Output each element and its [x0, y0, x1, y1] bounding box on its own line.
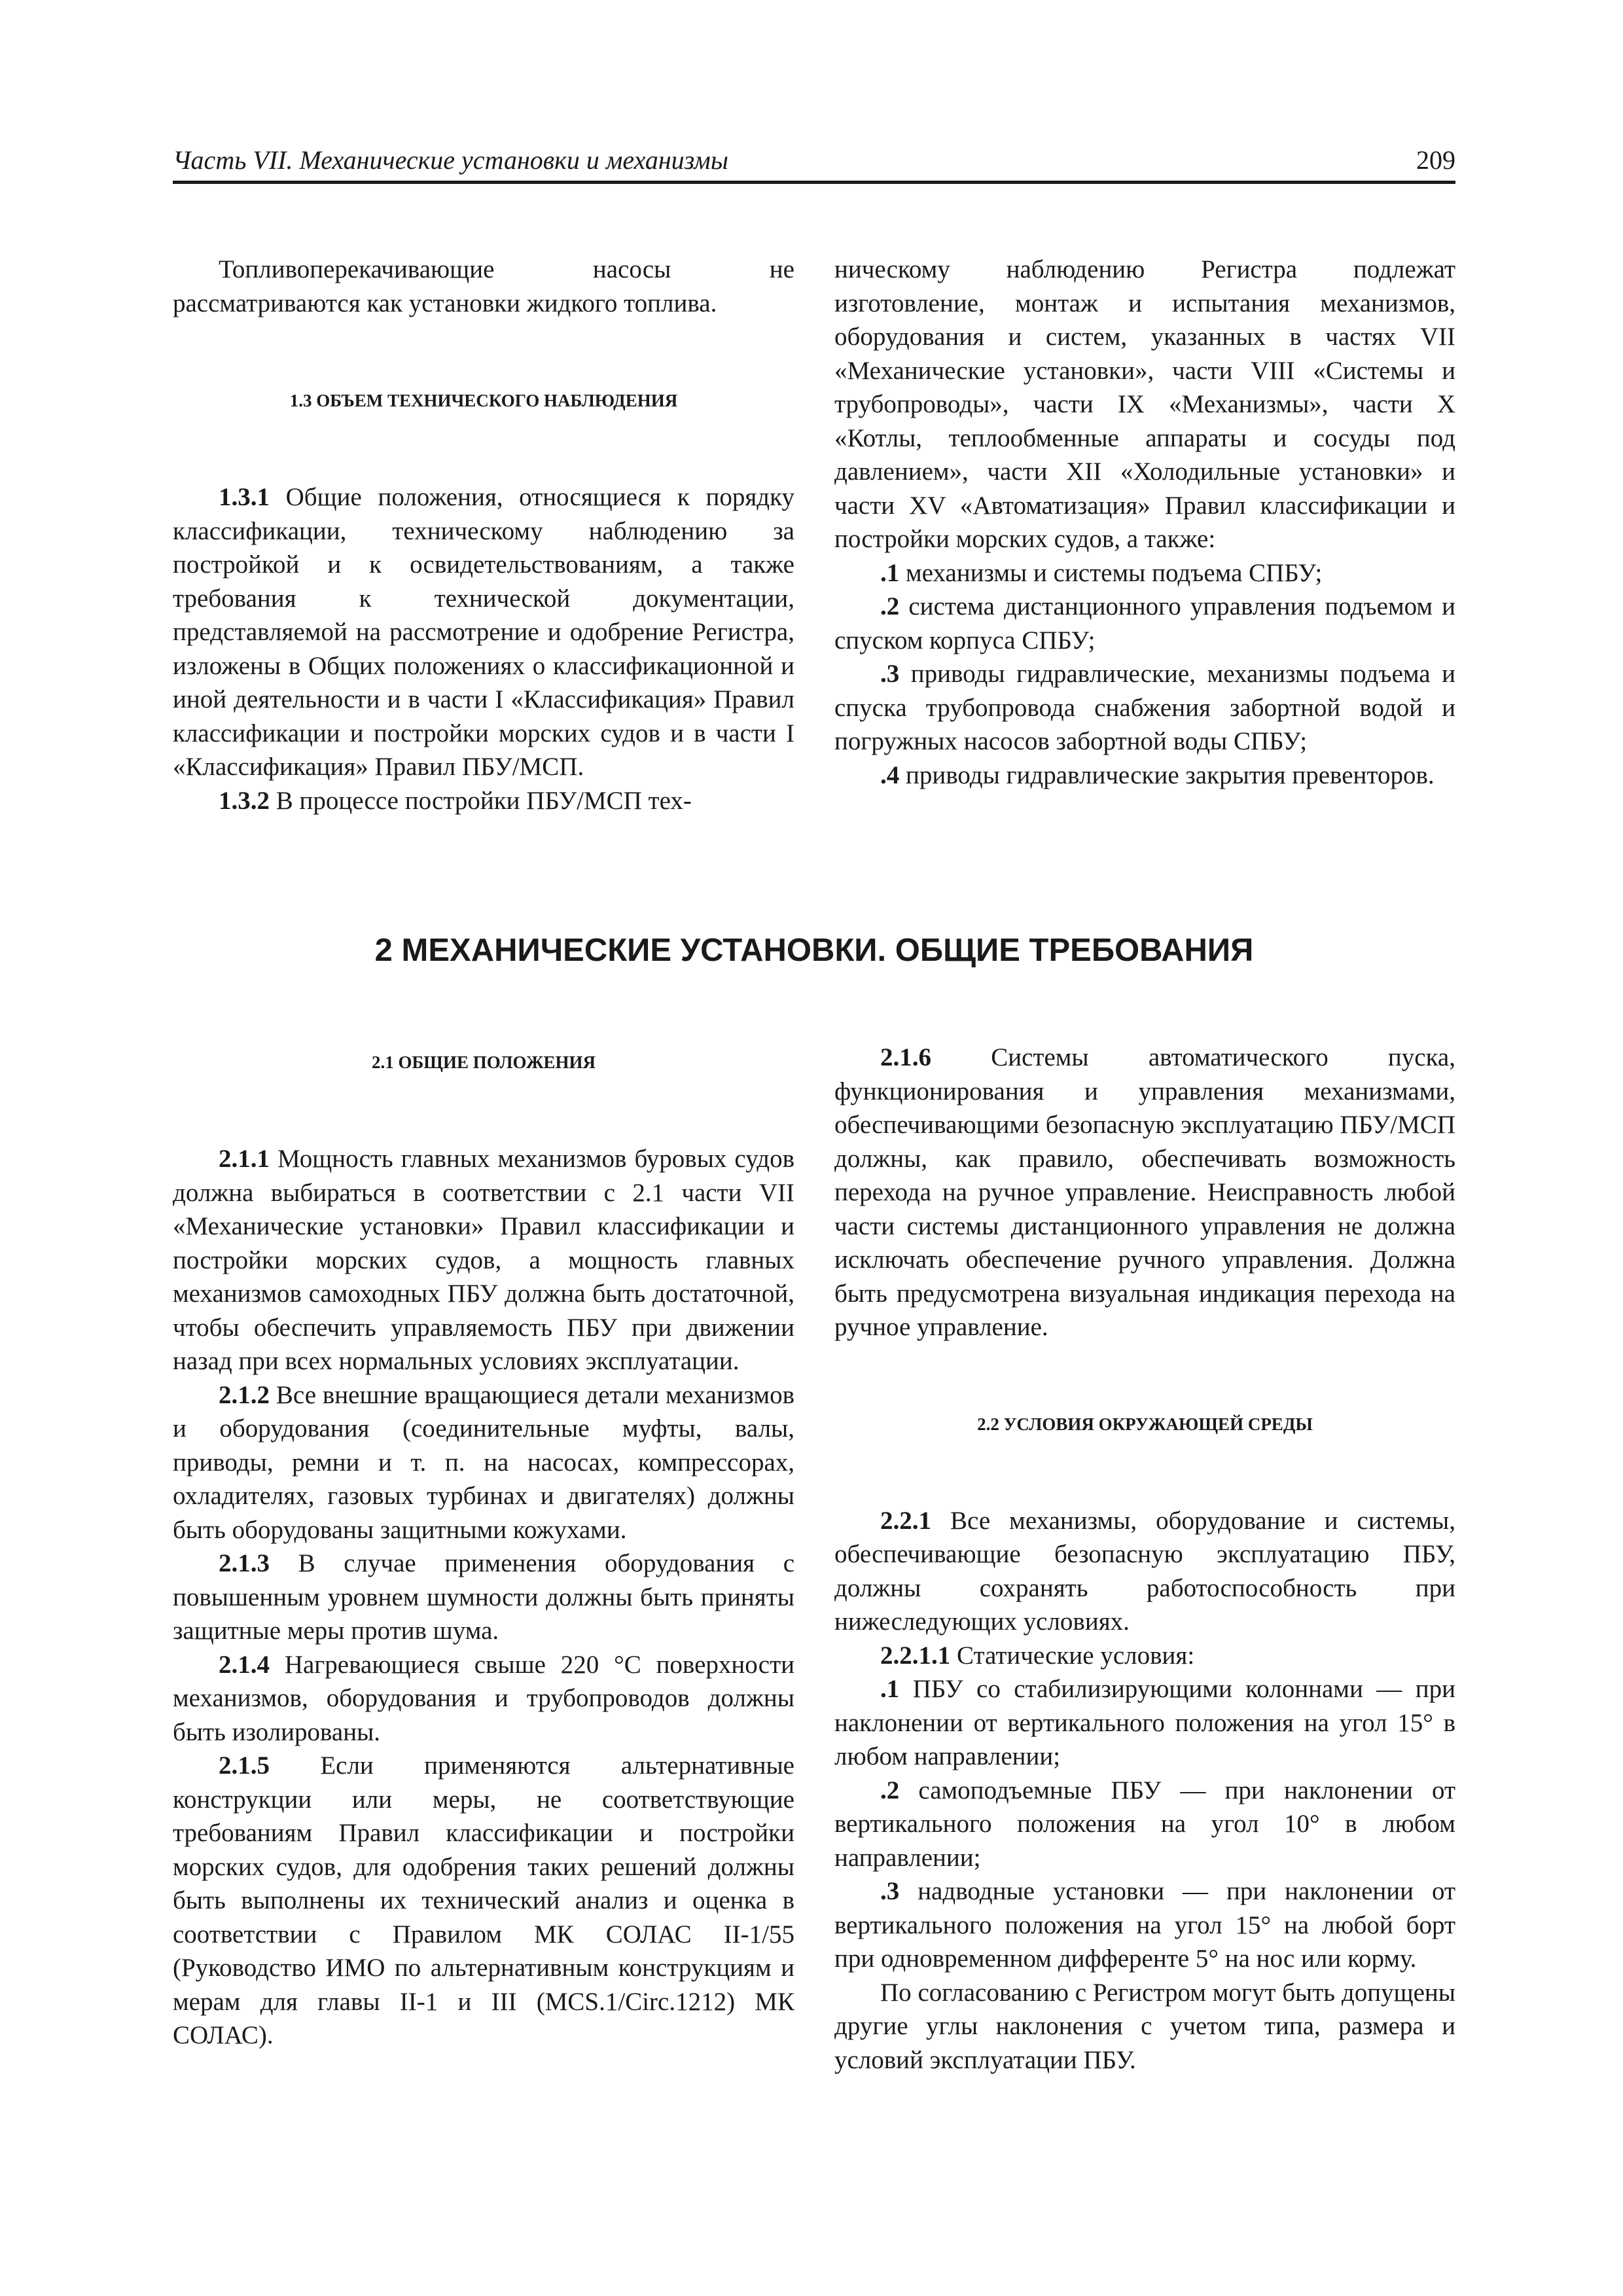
bottom-right-column [834, 1041, 1455, 2077]
section-title-2-2: 2.2 УСЛОВИЯ ОКРУЖАЮЩЕЙ СРЕДЫ [977, 1414, 1313, 1434]
list-item-text: самоподъемные ПБУ — при наклонении от вертикального положения на угол 10° в любом направлении; [834, 1776, 1455, 1872]
paragraph-number: 2.1.6 [880, 1043, 931, 1071]
list-item-text: механизмы и системы подъема СПБУ; [906, 558, 1323, 587]
top-left-column [173, 253, 794, 817]
list-item-text: ПБУ со стабилизирующими колоннами — при наклонении от вертикального положения на угол 15° в любом направлении; [834, 1675, 1455, 1770]
list-item-text: система дистанционного управления подъемом и спуском корпуса СПБУ; [834, 592, 1456, 655]
paragraph-number: 2.2.1.1 [880, 1641, 951, 1670]
list-item [834, 1774, 1455, 1875]
top-right-column [834, 253, 1455, 792]
paragraph-2-1-1 [173, 1142, 794, 1378]
list-item-text: приводы гидравлические закрытия превенторов. [906, 761, 1435, 789]
paragraph-1-3-2-text: В процессе постройки ПБУ/МСП тех- [276, 786, 692, 815]
paragraph-2-1-2 [173, 1378, 794, 1547]
paragraph-text: Если применяются альтернативные конструкции или меры, не соответствующие требованиям Правил классификации и постройки морских судов, для одобрения таких решений должны быть выполнены их технический анализ и оценка в соответствии с Правилом МК СОЛАС II-1/55 (Руководство ИМО по альтернативным конструкциям и мерам для главы II-1 и III (MCS.1/Circ.1212) МК СОЛАС). [173, 1751, 794, 2049]
paragraph-1-3-1-text: Общие положения, относящиеся к порядку классификации, техническому наблюдению за постройкой и к освидетельствованиям, а также требования к технической документации, представляемой на рассмотрение и одобрение Регистра, изложены в Общих положениях о классификационной и иной деятельности и в части I «Классификация» Правил классификации и постройки морских судов и в части I «Классификация» Правил ПБУ/МСП. [173, 483, 794, 781]
continuation-paragraph: ническому наблюдению Регистра подлежат изготовление, монтаж и испытания механизмов, оборудования и систем, указанных в частях VII «Механические установки», части VIII «Системы и трубопроводы», части IX «Механизмы», части X «Котлы, теплообменные аппараты и сосуды под давлением», части XII «Холодильные установки» и части XV «Автоматизация» Правил классификации и постройки морских судов, а также: [834, 255, 1455, 553]
list-item [834, 1672, 1455, 1774]
paragraph-2-2-1-1 [834, 1639, 1455, 1673]
section-title-2-1: 2.1 ОБЩИЕ ПОЛОЖЕНИЯ [371, 1052, 596, 1072]
list-item [834, 556, 1455, 590]
chapter-title: 2 МЕХАНИЧЕСКИЕ УСТАНОВКИ. ОБЩИЕ ТРЕБОВАНИЯ [374, 933, 1254, 968]
paragraph-text: Системы автоматического пуска, функционирования и управления механизмами, обеспечивающими безопасную эксплуатацию ПБУ/МСП должны, как правило, обеспечивать возможность перехода на ручное управление. Неисправность любой части системы дистанционного управления не должна исключать обеспечение ручного управления. Должна быть предусмотрена визуальная индикация перехода на ручное управление. [834, 1043, 1455, 1341]
paragraph-number: 2.2.1 [880, 1506, 931, 1535]
paragraph-2-1-3 [173, 1547, 794, 1648]
list-item [834, 1874, 1455, 1976]
list-item-number: .2 [880, 592, 900, 620]
paragraph-number: 2.1.3 [219, 1549, 270, 1577]
paragraph-1-3-2 [173, 784, 794, 818]
paragraph-text: Все механизмы, оборудование и системы, обеспечивающие безопасную эксплуатацию ПБУ, должны сохранять работоспособность при нижеследующих условиях. [834, 1506, 1456, 1636]
paragraph-text: Все внешние вращающиеся детали механизмов и оборудования (соединительные муфты, валы, приводы, ремни и т. п. на насосах, компрессорах, охладителях, газовых турбинах и двигателях) должны быть оборудованы защитными кожухами. [173, 1380, 794, 1544]
list-item [834, 759, 1455, 793]
list-item-number: .2 [880, 1776, 900, 1804]
paragraph-text: Мощность главных механизмов буровых судов должна выбираться в соответствии с 2.1 части VII «Механические установки» Правил классификации и постройки морских судов, а мощность главных механизмов самоходных ПБУ должна быть достаточной, чтобы обеспечить управляемость ПБУ при движении назад при всех нормальных условиях эксплуатации. [173, 1145, 795, 1375]
list-item-number: .1 [880, 558, 900, 587]
paragraph-number: 2.1.4 [219, 1650, 270, 1679]
list-item-text: приводы гидравлические, механизмы подъема и спуска трубопровода снабжения забортной водой и погружных насосов забортной воды СПБУ; [834, 660, 1456, 755]
paragraph-text: Статические условия: [957, 1641, 1195, 1670]
list-item-text: надводные установки — при наклонении от вертикального положения на угол 15° на любой борт при одновременном дифференте 5° на нос или корму. [834, 1877, 1455, 1973]
paragraph-number: 2.1.1 [219, 1145, 270, 1173]
paragraph-text: В случае применения оборудования с повышенным уровнем шумности должны быть приняты защитные меры против шума. [173, 1549, 794, 1645]
intro-paragraph: Топливоперекачивающие насосы не рассматриваются как установки жидкого топлива. [173, 255, 794, 317]
paragraph-text: Нагревающиеся свыше 220 °С поверхности механизмов, оборудования и трубопроводов должны быть изолированы. [173, 1650, 794, 1746]
paragraph-1-3-1 [173, 480, 794, 784]
list-item-number: .1 [880, 1675, 900, 1703]
list-item [834, 590, 1455, 657]
paragraph-1-3-2-number: 1.3.2 [219, 786, 270, 815]
list-item-number: .3 [880, 1877, 900, 1905]
paragraph-number: 2.1.2 [219, 1380, 270, 1409]
paragraph-2-1-4 [173, 1648, 794, 1749]
paragraph-number: 2.1.5 [219, 1751, 270, 1780]
paragraph-2-2-1 [834, 1504, 1455, 1639]
list-item [834, 657, 1455, 759]
closing-paragraph: По согласованию с Регистром могут быть допущены другие углы наклонения с учетом типа, размера и условий эксплуатации ПБУ. [834, 1978, 1455, 2074]
list-item-number: .4 [880, 761, 900, 789]
header-title: Часть VII. Механические установки и механизмы [173, 145, 728, 175]
page-number: 209 [1416, 145, 1455, 175]
section-title-1-3: 1.3 ОБЪЕМ ТЕХНИЧЕСКОГО НАБЛЮДЕНИЯ [289, 391, 678, 410]
paragraph-2-1-5 [173, 1749, 794, 2053]
list-item-number: .3 [880, 660, 900, 688]
running-header [173, 141, 1455, 184]
paragraph-2-1-6 [834, 1041, 1455, 1344]
paragraph-1-3-1-number: 1.3.1 [219, 483, 270, 511]
bottom-left-column [173, 1050, 794, 2053]
